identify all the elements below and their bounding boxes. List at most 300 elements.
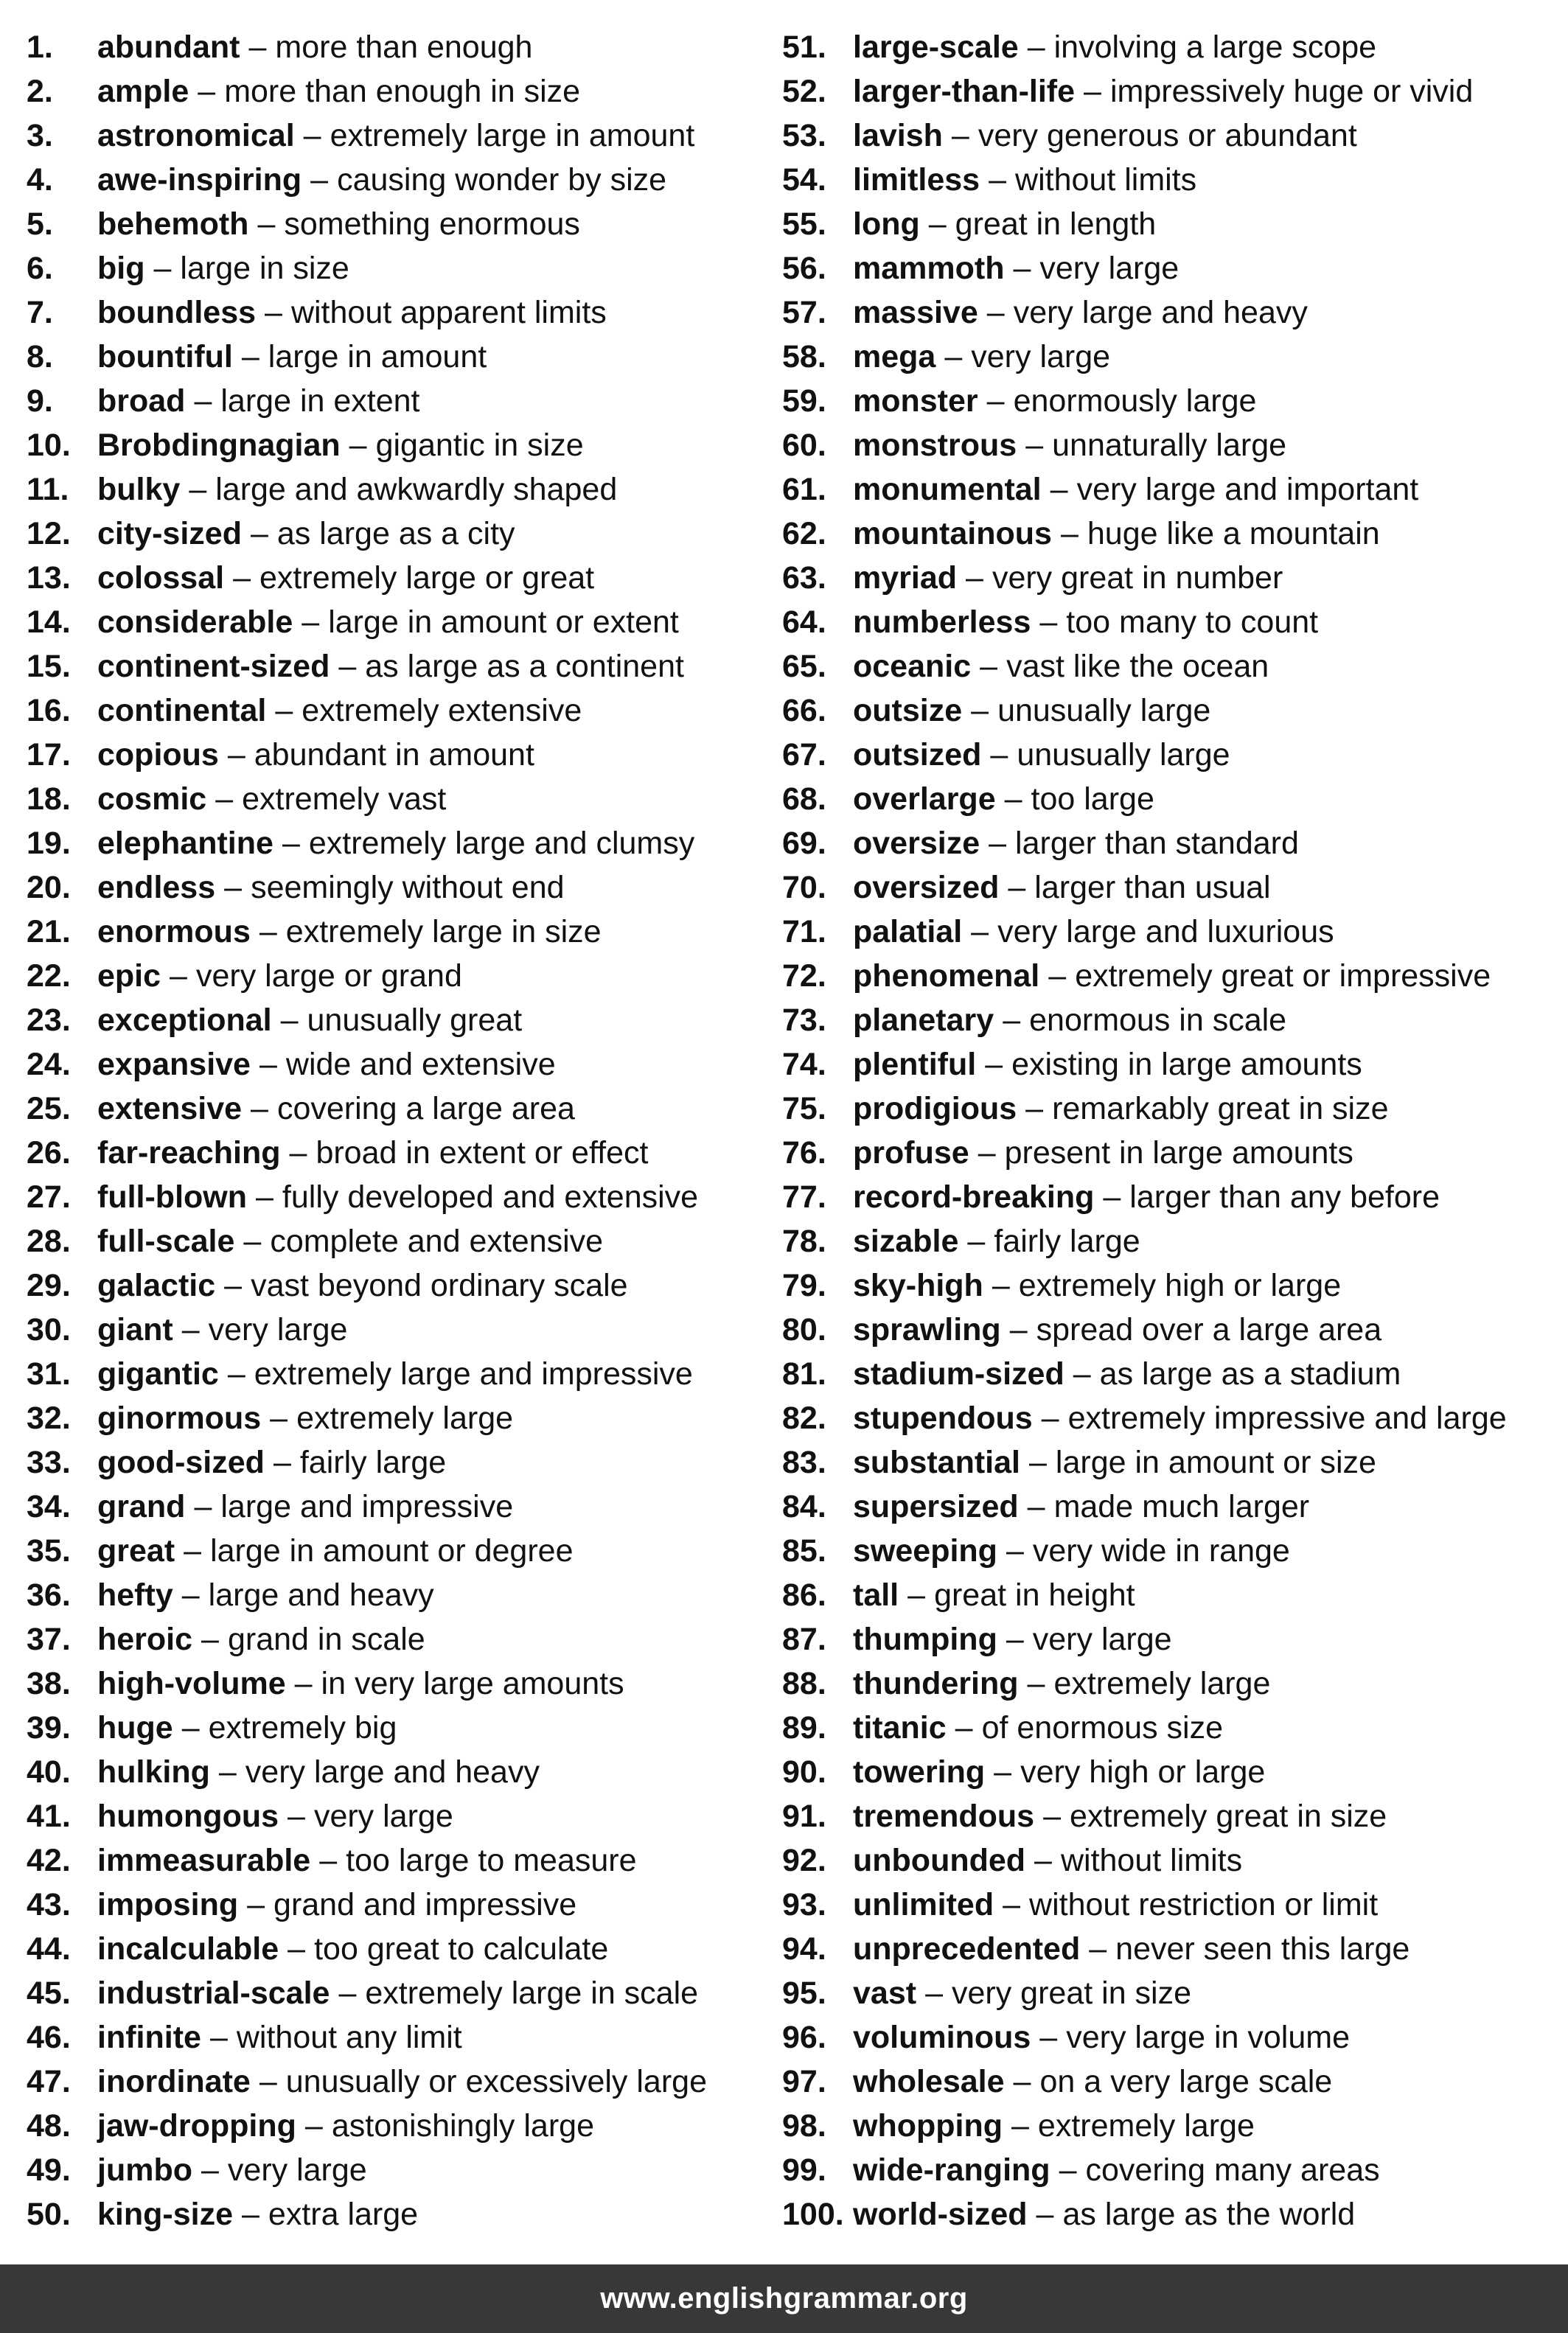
item-number: 82. <box>782 1401 826 1436</box>
item-definition: unusually large <box>1017 737 1230 773</box>
item-word: humongous <box>97 1799 279 1834</box>
list-item <box>782 910 1556 954</box>
list-item <box>27 1485 771 1529</box>
item-definition: huge like a mountain <box>1087 516 1380 551</box>
item-definition: very large <box>1032 1622 1172 1657</box>
item-number: 72. <box>782 958 826 994</box>
item-word: extensive <box>97 1091 243 1126</box>
list-item <box>27 1971 771 2015</box>
item-word: oceanic <box>853 649 972 684</box>
list-item <box>782 114 1556 158</box>
item-word: oversize <box>853 826 980 861</box>
item-separator: – <box>259 1047 277 1082</box>
item-separator: – <box>338 1975 357 2011</box>
list-item <box>27 998 771 1042</box>
item-definition: large in amount or extent <box>328 604 679 640</box>
item-number: 42. <box>27 1843 71 1878</box>
item-number: 10. <box>27 428 71 463</box>
item-separator: – <box>994 1754 1012 1790</box>
item-number: 39. <box>27 1710 71 1746</box>
item-separator: – <box>250 516 268 551</box>
item-number: 49. <box>27 2152 71 2188</box>
item-separator: – <box>227 737 245 773</box>
item-word: high-volume <box>97 1666 286 1701</box>
item-separator: – <box>992 1268 1010 1303</box>
item-number: 25. <box>27 1091 71 1126</box>
item-definition: extremely impressive and large <box>1067 1401 1507 1436</box>
item-number: 65. <box>782 649 826 684</box>
item-separator: – <box>257 206 276 242</box>
item-definition: extremely large or great <box>259 560 595 596</box>
item-word: awe-inspiring <box>97 162 302 198</box>
item-separator: – <box>1059 2152 1077 2188</box>
item-word: sizable <box>853 1224 959 1259</box>
item-separator: – <box>181 1312 200 1347</box>
item-separator: – <box>265 295 282 330</box>
list-item <box>782 25 1556 69</box>
list-item <box>782 954 1556 998</box>
item-number: 75. <box>782 1091 826 1126</box>
item-word: imposing <box>97 1887 239 1922</box>
list-item <box>782 2015 1556 2060</box>
item-separator: – <box>990 737 1008 773</box>
item-separator: – <box>153 251 172 286</box>
item-number: 40. <box>27 1754 71 1790</box>
item-number: 80. <box>782 1312 826 1347</box>
item-definition: very large <box>971 339 1111 374</box>
list-item <box>27 158 771 202</box>
list-item <box>782 1529 1556 1573</box>
list-item <box>782 158 1556 202</box>
item-word: good-sized <box>97 1445 265 1480</box>
item-definition: vast like the ocean <box>1006 649 1269 684</box>
item-number: 97. <box>782 2064 826 2099</box>
list-item <box>27 865 771 910</box>
item-definition: very large and important <box>1076 472 1419 507</box>
item-separator: – <box>1027 1489 1045 1524</box>
item-number: 88. <box>782 1666 826 1701</box>
item-number: 37. <box>27 1622 71 1657</box>
item-definition: very large and heavy <box>245 1754 540 1790</box>
item-definition: remarkably great in size <box>1052 1091 1389 1126</box>
list-item <box>782 1485 1556 1529</box>
item-number: 9. <box>27 383 53 419</box>
list-item <box>782 1794 1556 1838</box>
item-definition: as large as the world <box>1062 2197 1356 2232</box>
item-number: 54. <box>782 162 826 198</box>
item-definition: more than enough <box>275 29 533 65</box>
item-word: jumbo <box>97 2152 192 2188</box>
item-separator: – <box>1073 1356 1091 1392</box>
item-number: 30. <box>27 1312 71 1347</box>
item-separator: – <box>1025 428 1044 463</box>
item-separator: – <box>1003 1002 1021 1038</box>
item-number: 29. <box>27 1268 71 1303</box>
item-separator: – <box>273 1445 291 1480</box>
item-number: 60. <box>782 428 826 463</box>
item-number: 11. <box>27 472 69 507</box>
item-definition: complete and extensive <box>270 1224 604 1259</box>
item-definition: great in length <box>955 206 1157 242</box>
item-separator: – <box>209 2020 228 2055</box>
item-number: 64. <box>782 604 826 640</box>
item-definition: extremely large <box>296 1401 514 1436</box>
item-word: mammoth <box>853 251 1005 286</box>
item-word: overlarge <box>853 781 996 817</box>
item-number: 35. <box>27 1533 71 1569</box>
list-item <box>782 1661 1556 1706</box>
item-definition: causing wonder by size <box>337 162 667 198</box>
item-word: expansive <box>97 1047 251 1082</box>
item-separator: – <box>1027 29 1045 65</box>
item-word: king-size <box>97 2197 233 2232</box>
item-separator: – <box>194 383 212 419</box>
item-word: abundant <box>97 29 240 65</box>
item-definition: very large <box>1039 251 1180 286</box>
item-definition: very generous or abundant <box>978 118 1357 153</box>
item-number: 20. <box>27 870 71 905</box>
item-number: 83. <box>782 1445 826 1480</box>
item-definition: without apparent limits <box>290 295 607 330</box>
list-item <box>782 777 1556 821</box>
item-number: 24. <box>27 1047 71 1082</box>
list-item <box>782 865 1556 910</box>
word-list-column-right <box>782 25 1556 2236</box>
item-definition: very large and heavy <box>1013 295 1308 330</box>
item-separator: – <box>256 1179 273 1215</box>
item-definition: extremely large in amount <box>330 118 695 153</box>
item-word: outsize <box>853 693 963 728</box>
item-word: oversized <box>853 870 1000 905</box>
item-definition: on a very large scale <box>1039 2064 1333 2099</box>
item-definition: grand in scale <box>227 1622 425 1657</box>
item-word: incalculable <box>97 1931 279 1967</box>
item-word: planetary <box>853 1002 994 1038</box>
item-word: prodigious <box>853 1091 1017 1126</box>
item-word: palatial <box>853 914 963 949</box>
item-separator: – <box>288 1931 306 1967</box>
item-definition: too great to calculate <box>314 1931 609 1967</box>
item-separator: – <box>986 383 1005 419</box>
item-definition: enormous in scale <box>1029 1002 1287 1038</box>
list-item <box>27 1706 771 1750</box>
item-number: 53. <box>782 118 826 153</box>
item-word: hulking <box>97 1754 210 1790</box>
item-separator: – <box>1050 472 1068 507</box>
item-number: 63. <box>782 560 826 596</box>
item-word: full-scale <box>97 1224 235 1259</box>
item-separator: – <box>201 1622 219 1657</box>
item-number: 26. <box>27 1135 71 1171</box>
item-definition: very large <box>227 2152 367 2188</box>
item-number: 55. <box>782 206 826 242</box>
item-separator: – <box>1039 2020 1058 2055</box>
item-separator: – <box>304 2108 323 2144</box>
item-separator: – <box>1103 1179 1121 1215</box>
list-item <box>27 290 771 335</box>
item-separator: – <box>251 1091 268 1126</box>
item-word: monumental <box>853 472 1042 507</box>
item-separator: – <box>303 118 321 153</box>
item-word: massive <box>853 295 978 330</box>
list-item <box>782 1706 1556 1750</box>
list-item <box>782 600 1556 644</box>
footer-bar <box>0 2264 1568 2333</box>
item-word: full-blown <box>97 1179 247 1215</box>
item-definition: vast beyond ordinary scale <box>251 1268 628 1303</box>
list-item <box>27 1308 771 1352</box>
item-definition: large in extent <box>220 383 420 419</box>
item-definition: without limits <box>1060 1843 1243 1878</box>
item-separator: – <box>227 1356 245 1392</box>
item-number: 50. <box>27 2197 71 2232</box>
item-word: numberless <box>853 604 1031 640</box>
list-item <box>782 1042 1556 1087</box>
item-definition: more than enough in size <box>224 74 581 109</box>
item-separator: – <box>189 472 207 507</box>
item-number: 5. <box>27 206 53 242</box>
list-item <box>782 688 1556 733</box>
item-definition: unusually great <box>307 1002 523 1038</box>
item-number: 18. <box>27 781 71 817</box>
item-number: 44. <box>27 1931 71 1967</box>
list-item <box>27 202 771 246</box>
list-item <box>782 1219 1556 1263</box>
item-separator: – <box>170 958 187 994</box>
item-number: 71. <box>782 914 826 949</box>
item-word: stadium-sized <box>853 1356 1065 1392</box>
item-word: immeasurable <box>97 1843 311 1878</box>
item-definition: abundant in amount <box>254 737 534 773</box>
item-word: supersized <box>853 1489 1019 1524</box>
item-number: 66. <box>782 693 826 728</box>
item-definition: gigantic in size <box>375 428 584 463</box>
item-word: outsized <box>853 737 982 773</box>
list-item <box>782 821 1556 865</box>
item-word: mega <box>853 339 936 374</box>
list-item <box>782 556 1556 600</box>
item-definition: impressively huge or vivid <box>1109 74 1474 109</box>
item-number: 14. <box>27 604 71 640</box>
item-separator: – <box>1034 1843 1052 1878</box>
item-number: 91. <box>782 1799 826 1834</box>
list-item <box>27 1529 771 1573</box>
item-word: mountainous <box>853 516 1052 551</box>
item-word: sprawling <box>853 1312 1001 1347</box>
item-word: limitless <box>853 162 980 198</box>
item-definition: fairly large <box>994 1224 1140 1259</box>
item-word: vast <box>853 1975 917 2011</box>
item-number: 70. <box>782 870 826 905</box>
list-item <box>782 1927 1556 1971</box>
item-word: wide-ranging <box>853 2152 1050 2188</box>
item-separator: – <box>1036 2197 1054 2232</box>
item-word: hefty <box>97 1577 173 1613</box>
item-number: 13. <box>27 560 71 596</box>
item-definition: covering a large area <box>276 1091 575 1126</box>
item-number: 73. <box>782 1002 826 1038</box>
item-word: tall <box>853 1577 899 1613</box>
item-word: huge <box>97 1710 173 1746</box>
list-item <box>782 1175 1556 1219</box>
list-item <box>782 1396 1556 1440</box>
item-separator: – <box>1039 604 1058 640</box>
item-separator: – <box>224 1268 243 1303</box>
item-number: 27. <box>27 1179 71 1215</box>
item-separator: – <box>302 604 320 640</box>
item-number: 99. <box>782 2152 826 2188</box>
list-item <box>27 1661 771 1706</box>
item-word: unprecedented <box>853 1931 1081 1967</box>
list-item <box>27 2015 771 2060</box>
item-number: 79. <box>782 1268 826 1303</box>
item-number: 93. <box>782 1887 826 1922</box>
item-separator: – <box>1048 958 1067 994</box>
list-item <box>782 1573 1556 1617</box>
item-definition: very large <box>208 1312 348 1347</box>
item-number: 78. <box>782 1224 826 1259</box>
item-number: 45. <box>27 1975 71 2011</box>
item-definition: extremely vast <box>242 781 447 817</box>
list-item <box>27 114 771 158</box>
item-number: 95. <box>782 1975 826 2011</box>
item-number: 16. <box>27 693 71 728</box>
item-definition: without limits <box>1015 162 1197 198</box>
item-word: jaw-dropping <box>97 2108 296 2144</box>
item-separator: – <box>215 781 234 817</box>
item-word: colossal <box>97 560 225 596</box>
item-number: 47. <box>27 2064 71 2099</box>
list-item <box>27 1219 771 1263</box>
item-separator: – <box>1043 1799 1062 1834</box>
item-word: ginormous <box>97 1401 262 1436</box>
item-separator: – <box>1013 2064 1031 2099</box>
item-definition: spread over a large area <box>1036 1312 1382 1347</box>
item-definition: too many to count <box>1066 604 1319 640</box>
item-word: bountiful <box>97 339 233 374</box>
item-number: 52. <box>782 74 826 109</box>
item-word: lavish <box>853 118 943 153</box>
item-word: monster <box>853 383 978 419</box>
item-number: 92. <box>782 1843 826 1878</box>
item-definition: extremely great or impressive <box>1075 958 1491 994</box>
list-item <box>27 2192 771 2236</box>
list-item <box>27 2060 771 2104</box>
item-definition: unnaturally large <box>1052 428 1287 463</box>
item-separator: – <box>224 870 243 905</box>
item-separator: – <box>289 1135 307 1171</box>
list-item <box>782 1308 1556 1352</box>
item-word: larger-than-life <box>853 74 1076 109</box>
item-number: 77. <box>782 1179 826 1215</box>
item-word: plentiful <box>853 1047 977 1082</box>
item-definition: very large in volume <box>1066 2020 1350 2055</box>
item-separator: – <box>1025 1091 1044 1126</box>
list-item <box>27 1617 771 1661</box>
list-item <box>782 998 1556 1042</box>
item-number: 43. <box>27 1887 71 1922</box>
item-definition: broad in extent or effect <box>316 1135 649 1171</box>
item-separator: – <box>980 649 998 684</box>
item-definition: extremely large <box>1037 2108 1255 2144</box>
item-number: 96. <box>782 2020 826 2055</box>
item-definition: extremely large in size <box>285 914 602 949</box>
item-number: 31. <box>27 1356 71 1392</box>
item-number: 61. <box>782 472 826 507</box>
item-definition: very large and luxurious <box>997 914 1334 949</box>
item-definition: extra large <box>268 2197 419 2232</box>
item-word: continent-sized <box>97 649 330 684</box>
item-separator: – <box>1089 1931 1107 1967</box>
item-separator: – <box>1013 251 1031 286</box>
item-word: considerable <box>97 604 293 640</box>
footer-website[interactable]: www.englishgrammar.org <box>600 2282 968 2315</box>
item-word: titanic <box>853 1710 947 1746</box>
item-definition: great in height <box>934 1577 1135 1613</box>
list-item <box>27 1794 771 1838</box>
list-item <box>27 1838 771 1883</box>
list-item <box>27 688 771 733</box>
item-definition: involving a large scope <box>1053 29 1377 65</box>
item-definition: larger than any before <box>1129 1179 1440 1215</box>
item-separator: – <box>944 339 963 374</box>
item-definition: existing in large amounts <box>1011 1047 1362 1082</box>
item-separator: – <box>989 826 1007 861</box>
item-number: 12. <box>27 516 71 551</box>
item-number: 7. <box>27 295 53 330</box>
item-separator: – <box>310 162 329 198</box>
item-word: unbounded <box>853 1843 1026 1878</box>
item-number: 28. <box>27 1224 71 1259</box>
item-number: 67. <box>782 737 826 773</box>
item-definition: extremely great in size <box>1070 1799 1387 1834</box>
item-definition: extremely large in scale <box>365 1975 699 2011</box>
item-word: inordinate <box>97 2064 251 2099</box>
item-word: epic <box>97 958 161 994</box>
list-item <box>782 246 1556 290</box>
item-number: 34. <box>27 1489 71 1524</box>
list-item <box>782 423 1556 467</box>
list-item <box>27 69 771 114</box>
item-separator: – <box>280 1002 299 1038</box>
item-separator: – <box>1006 1533 1024 1569</box>
list-item <box>27 644 771 688</box>
list-item <box>27 821 771 865</box>
item-separator: – <box>1003 1887 1021 1922</box>
item-word: bulky <box>97 472 181 507</box>
item-separator: – <box>241 339 259 374</box>
list-item <box>782 1087 1556 1131</box>
item-separator: – <box>989 162 1007 198</box>
item-number: 89. <box>782 1710 826 1746</box>
item-number: 87. <box>782 1622 826 1657</box>
item-definition: fairly large <box>299 1445 447 1480</box>
item-number: 94. <box>782 1931 826 1967</box>
list-item <box>27 1440 771 1485</box>
list-item <box>27 1396 771 1440</box>
item-word: record-breaking <box>853 1179 1095 1215</box>
item-definition: extremely large <box>1053 1666 1271 1701</box>
item-definition: never seen this large <box>1115 1931 1410 1967</box>
item-number: 41. <box>27 1799 71 1834</box>
item-separator: – <box>925 1975 943 2011</box>
item-separator: – <box>1027 1666 1045 1701</box>
item-separator: – <box>928 206 947 242</box>
item-word: copious <box>97 737 219 773</box>
list-item <box>27 1927 771 1971</box>
item-word: heroic <box>97 1622 193 1657</box>
item-word: world-sized <box>853 2197 1028 2232</box>
